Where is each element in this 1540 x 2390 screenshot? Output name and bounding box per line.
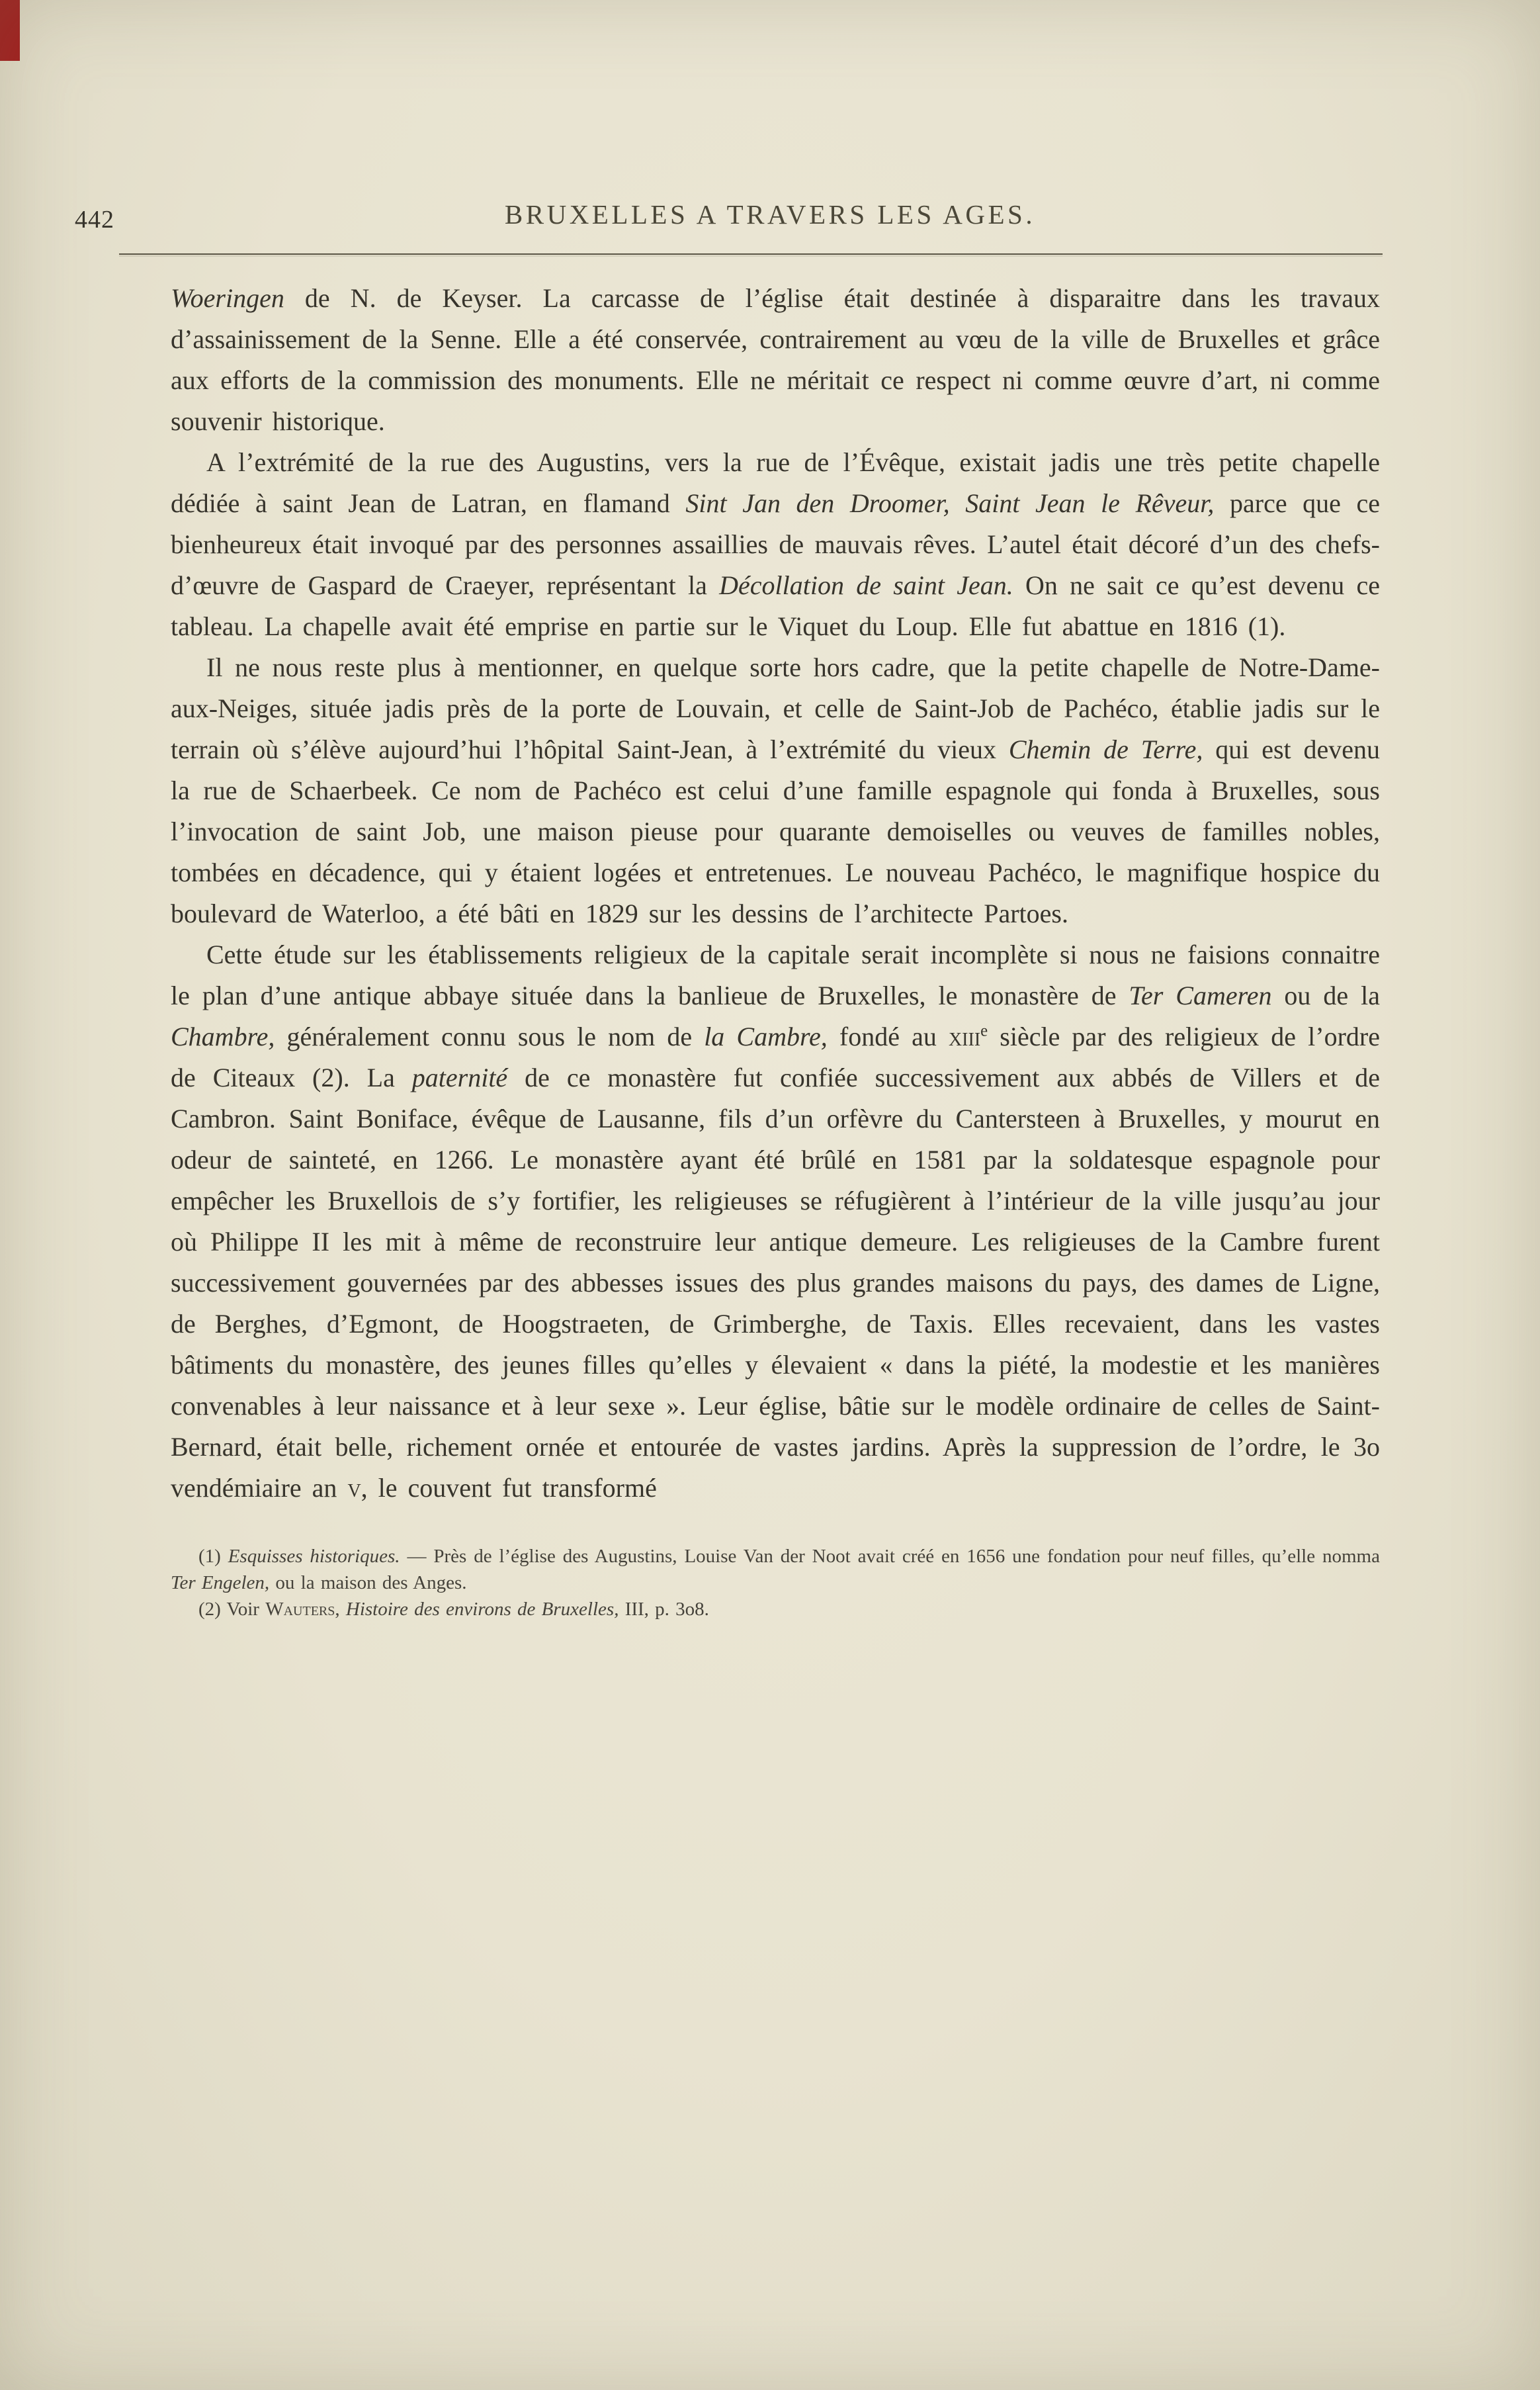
paragraph: Cette étude sur les établissements religieux de la capitale serait incomplète si nous ne faisions connaitre le plan d’une antique abbaye située dans la banlieue de Bruxelles, le monastère de Ter Cameren ou de la Chambre, généralement connu sous le nom de la Cambre, fondé au xiii$^e$ siècle par des religieux de l’ordre de Citeaux (2). La paternité de ce monastère fut confiée successivement aux abbés de Villers et de Cambron. Saint Boniface, évêque de Lausanne, fils d’un orfèvre du Cantersteen à Bruxelles, y mourut en odeur de sainteté, en 1266. Le monastère ayant été brûlé en 1581 par la soldatesque espagnole pour empêcher les Bruxellois de s’y fortifier, les religieuses se réfugièrent à l’intérieur de la ville jusqu’au jour où Philippe II les mit à même de reconstruire leur antique demeure. Les religieuses de la Cambre furent successivement gouvernées par des abbesses issues des plus grandes maisons du pays, des dames de Ligne, de Berghes, d’Egmont, de Hoogstraeten, de Grimberghe, de Taxis. Elles recevaient, dans les vastes bâtiments du monastère, des jeunes filles qu’elles y élevaient « dans la piété, la modestie et les manières convenables à leur naissance et à leur sexe ». Leur église, bâtie sur le modèle ordinaire de celles de Saint-Bernard, était belle, richement ornée et entourée de vastes jardins. Après la suppression de l’ordre, le 3o vendémiaire an v, le couvent fut transformé [171,940,1380,1503]
page-title: BRUXELLES A TRAVERS LES AGES. [504,199,1036,230]
header-rule [119,253,1383,255]
body-text [171,278,1380,1622]
book-binding-mark [0,0,20,61]
paragraph: A l’extrémité de la rue des Augustins, vers la rue de l’Évêque, existait jadis une très petite chapelle dédiée à saint Jean de Latran, en flamand Sint Jan den Droomer, Saint Jean le Rêveur, parce que ce bienheureux était invoqué par des personnes assaillies de mauvais rêves. L’autel était décoré d’un des chefs-d’œuvre de Gaspard de Craeyer, représentant la Décollation de saint Jean. On ne sait ce qu’est devenu ce tableau. La chapelle avait été emprise en partie sur le Viquet du Loup. Elle fut abattue en 1816 (1). [171,447,1381,641]
page-header [0,199,1540,238]
footnote: (1) Esquisses historiques. — Près de l’église des Augustins, Louise Van der Noot avait créé en 1656 une fondation pour neuf filles, qu’elle nomma Ter Engelen, ou la maison des Anges. [171,1546,1380,1593]
footnotes [171,1543,1380,1622]
page-number: 442 [75,206,114,234]
footnote: (2) Voir Wauters, Histoire des environs de Bruxelles, III, p. 3o8. [198,1599,709,1620]
paragraph: Il ne nous reste plus à mentionner, en quelque sorte hors cadre, que la petite chapelle de Notre-Dame-aux-Neiges, située jadis près de la porte de Louvain, et celle de Saint-Job de Pachéco, établie jadis sur le terrain où s’élève aujourd’hui l’hôpital Saint-Jean, à l’extrémité du vieux Chemin de Terre, qui est devenu la rue de Schaerbeek. Ce nom de Pachéco est celui d’une famille espagnole qui fonda à Bruxelles, sous l’invocation de saint Job, une maison pieuse pour quarante demoiselles ou veuves de familles nobles, tombées en décadence, qui y étaient logées et entretenues. Le nouveau Pachéco, le magnifique hospice du boulevard de Waterloo, a été bâti en 1829 sur les dessins de l’architecte Partoes. [171,652,1380,928]
paragraph: Woeringen de N. de Keyser. La carcasse de l’église était destinée à disparaitre dans les travaux d’assainissement de la Senne. Elle a été conservée, contrairement au vœu de la ville de Bruxelles et grâce aux efforts de la commission des monuments. Elle ne méritait ce respect ni comme œuvre d’art, ni comme souvenir historique. [171,283,1380,436]
